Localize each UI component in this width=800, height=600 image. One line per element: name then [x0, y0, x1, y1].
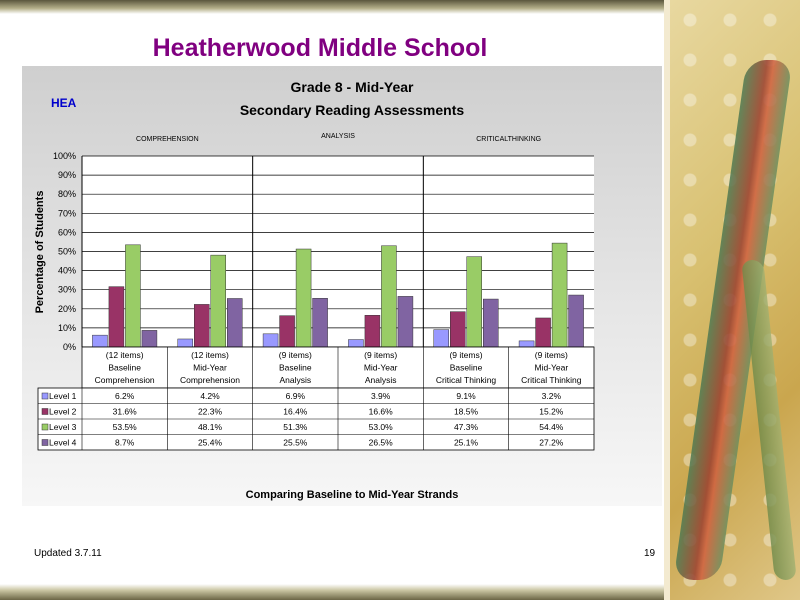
category-label: (12 items)	[105, 350, 144, 360]
data-label: 8.7%	[114, 437, 135, 448]
data-label: 16.4%	[283, 406, 308, 417]
data-label: 9.1%	[456, 391, 476, 401]
category-label: (9 items)	[534, 350, 568, 360]
legend-label: Level 2	[49, 406, 77, 417]
bar	[365, 315, 380, 347]
y-tick-label: 100%	[52, 151, 76, 161]
data-label: 25.4%	[197, 437, 223, 448]
strand-label: COMPREHENSION	[136, 136, 199, 143]
category-label: (9 items)	[449, 350, 483, 360]
data-label: 48.1%	[197, 422, 223, 432]
category-label: (9 items)	[364, 350, 398, 360]
bar	[296, 249, 311, 347]
y-tick-label: 60%	[57, 227, 76, 238]
data-label: 15.2%	[539, 406, 564, 417]
data-label: 25.1%	[453, 437, 479, 448]
category-label: Mid-Year	[534, 362, 569, 373]
y-axis-label: Percentage of Students	[34, 190, 46, 314]
data-label: 6.9%	[285, 391, 306, 401]
category-label: Analysis	[364, 375, 397, 385]
legend-swatch	[42, 409, 48, 415]
y-tick-label: 10%	[57, 322, 76, 333]
data-label: 25.5%	[283, 437, 308, 448]
bar	[211, 255, 226, 347]
bar	[483, 299, 498, 347]
y-tick-label: 20%	[57, 303, 76, 314]
bar	[536, 318, 551, 347]
bar	[142, 330, 157, 347]
data-label: 6.2%	[114, 391, 135, 401]
y-tick-label: 0%	[62, 342, 76, 352]
data-label: 4.2%	[200, 391, 220, 401]
bar	[381, 246, 396, 347]
legend-label: Level 4	[49, 437, 77, 448]
category-label: Baseline	[108, 362, 141, 373]
category-label: Mid-Year	[363, 362, 398, 373]
data-label: 53.0%	[368, 422, 393, 432]
y-tick-label: 30%	[57, 284, 76, 295]
category-label: Critical Thinking	[435, 375, 497, 385]
strand-label: ANALYSIS	[321, 133, 355, 140]
category-label: Comprehension	[94, 375, 155, 385]
legend-label: Level 3	[49, 422, 77, 432]
bar	[313, 298, 328, 347]
chart-area	[22, 66, 662, 506]
bar	[280, 316, 295, 347]
category-label: (12 items)	[191, 350, 229, 360]
bar	[227, 298, 242, 347]
x-axis-label: Comparing Baseline to Mid-Year Strands	[245, 489, 459, 501]
data-label: 51.3%	[283, 422, 308, 432]
data-label: 54.4%	[539, 422, 564, 432]
data-label: 3.9%	[370, 391, 391, 401]
bar	[263, 334, 278, 347]
y-tick-label: 40%	[57, 265, 76, 276]
y-tick-label: 80%	[57, 189, 76, 200]
bar	[398, 296, 413, 347]
y-tick-label: 50%	[57, 246, 76, 257]
updated-note: Updated 3.7.11	[34, 548, 102, 559]
data-label: 18.5%	[453, 406, 479, 417]
legend-swatch	[42, 393, 48, 399]
chart-tag: HEA	[51, 96, 77, 110]
bar-chart	[22, 66, 662, 506]
bar	[194, 304, 209, 347]
data-label: 16.6%	[368, 406, 393, 417]
data-label: 31.6%	[112, 406, 137, 417]
page-number: 19	[644, 548, 656, 559]
data-label: 47.3%	[453, 422, 479, 432]
y-tick-label: 70%	[57, 208, 76, 219]
chart-title: Grade 8 - Mid-Year	[290, 79, 414, 95]
bar	[552, 243, 567, 347]
bar	[178, 339, 193, 347]
legend-swatch	[42, 440, 48, 446]
decorative-band	[741, 260, 797, 580]
category-label: Baseline	[449, 362, 483, 373]
y-tick-label: 90%	[57, 170, 76, 181]
bar	[109, 287, 124, 347]
bar	[125, 245, 140, 347]
category-label: (9 items)	[278, 350, 312, 360]
page-title: Heatherwood Middle School	[152, 34, 488, 62]
data-label: 27.2%	[539, 437, 564, 448]
bar	[467, 257, 482, 347]
data-label: 3.2%	[541, 391, 562, 401]
category-label: Analysis	[279, 375, 312, 385]
legend-swatch	[42, 424, 48, 430]
decorative-side-panel	[664, 0, 800, 600]
strand-label: CRITICALTHINKING	[476, 136, 542, 143]
data-label: 22.3%	[197, 406, 223, 417]
bar	[450, 312, 465, 347]
top-border-strip	[0, 0, 680, 14]
bar	[92, 335, 107, 347]
data-label: 53.5%	[112, 422, 137, 432]
category-label: Critical Thinking	[521, 375, 582, 385]
bar	[434, 330, 449, 347]
category-label: Comprehension	[179, 375, 241, 385]
bar	[519, 341, 534, 347]
bar	[348, 340, 363, 347]
bar	[569, 295, 584, 347]
category-label: Baseline	[279, 362, 312, 373]
data-label: 26.5%	[368, 437, 393, 448]
category-label: Mid-Year	[193, 362, 227, 373]
chart-subtitle: Secondary Reading Assessments	[239, 102, 465, 118]
legend-label: Level 1	[49, 391, 77, 401]
